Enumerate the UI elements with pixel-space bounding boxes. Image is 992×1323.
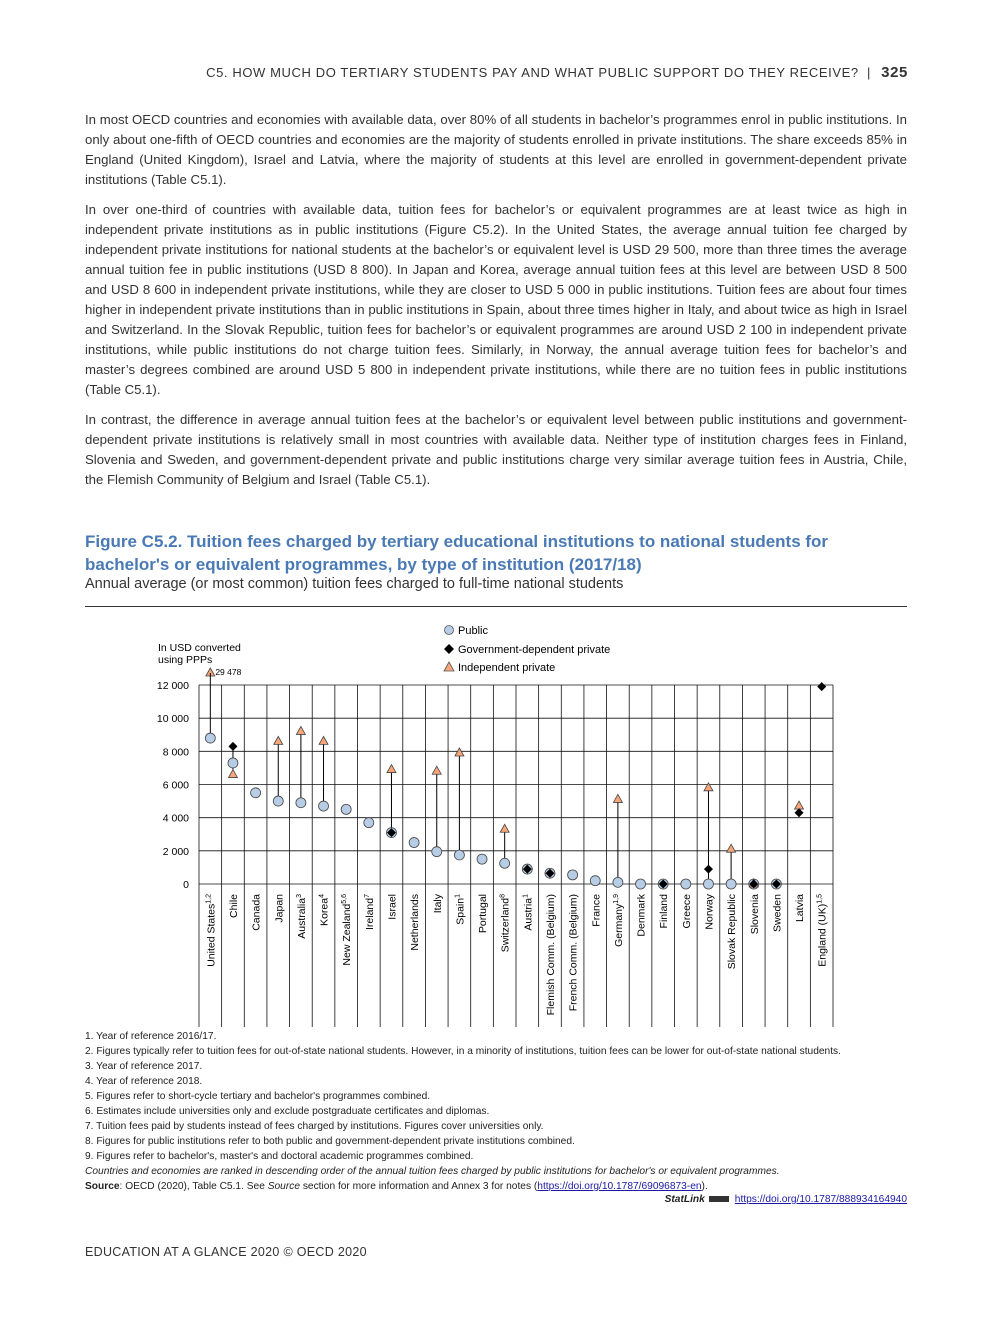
x-tick-label: United States$^{1,2}$ bbox=[205, 894, 218, 967]
y-axis-label-line2: using PPPs bbox=[158, 654, 213, 666]
note: 7. Tuition fees paid by students instead of fees charged by institutions. Figures cover universities only. bbox=[85, 1121, 544, 1132]
x-tick-label: Japan bbox=[273, 894, 286, 923]
public-point bbox=[273, 796, 283, 806]
figure-notes bbox=[85, 1029, 907, 1194]
note: 4. Year of reference 2018. bbox=[85, 1076, 203, 1087]
note: 5. Figures refer to short-cycle tertiary and bachelor's programmes combined. bbox=[85, 1091, 431, 1102]
x-tick-label: England (UK)$^{1,5}$ bbox=[816, 894, 829, 967]
gov-dependent-private-point bbox=[817, 682, 826, 691]
public-point bbox=[636, 879, 646, 889]
legend-public-label: Public bbox=[458, 625, 488, 637]
public-point bbox=[568, 870, 578, 880]
note: 2. Figures typically refer to tuition fees for out-of-state national students. However, in a minority of institutions, tuition fees can be lower for out-of-state national students. bbox=[85, 1046, 841, 1057]
gov-dependent-private-point bbox=[228, 742, 237, 751]
note: 9. Figures refer to bachelor's, master's and doctoral academic programmes combined. bbox=[85, 1151, 474, 1162]
x-tick-label: Spain$^1$ bbox=[454, 894, 467, 925]
x-tick-label: Netherlands bbox=[409, 894, 422, 951]
independent-private-point bbox=[387, 765, 396, 773]
running-header bbox=[84, 64, 908, 81]
y-tick-label: 10 000 bbox=[156, 713, 189, 726]
independent-private-point bbox=[228, 770, 237, 778]
x-tick-label: Norway bbox=[703, 894, 716, 930]
x-tick-label: France bbox=[590, 894, 603, 927]
page-footer: EDUCATION AT A GLANCE 2020 © OECD 2020 bbox=[85, 1245, 367, 1259]
gov-dependent-private-point bbox=[704, 865, 713, 874]
independent-private-point bbox=[274, 736, 283, 744]
figure-subtitle: Annual average (or most common) tuition fees charged to full-time national students bbox=[85, 576, 624, 592]
independent-private-point bbox=[432, 766, 441, 774]
x-tick-label: Slovak Republic bbox=[726, 894, 739, 970]
data-label: 29 478 bbox=[215, 667, 242, 677]
legend-gov-icon bbox=[444, 644, 454, 654]
y-tick-label: 6 000 bbox=[162, 779, 189, 792]
source-label: Source bbox=[85, 1181, 120, 1192]
x-tick-label: Germany$^{1,9}$ bbox=[612, 894, 625, 947]
public-point bbox=[703, 879, 713, 889]
public-point bbox=[613, 877, 623, 887]
y-tick-label: 8 000 bbox=[162, 746, 189, 759]
page-number: 325 bbox=[881, 64, 908, 81]
y-tick-label: 12 000 bbox=[156, 680, 189, 692]
independent-private-point bbox=[613, 794, 622, 802]
public-point bbox=[454, 850, 464, 860]
x-tick-label: Flemish Comm. (Belgium) bbox=[544, 894, 557, 1016]
x-tick-label: Australia$^3$ bbox=[295, 894, 308, 939]
chart-legend bbox=[444, 625, 610, 674]
x-tick-label: Korea$^4$ bbox=[318, 894, 331, 926]
x-tick-label: French Comm. (Belgium) bbox=[567, 894, 580, 1012]
x-tick-label: New Zealand$^{5,6}$ bbox=[341, 894, 354, 966]
independent-private-point bbox=[795, 801, 804, 809]
public-point bbox=[364, 818, 374, 828]
source-close: ). bbox=[701, 1181, 708, 1192]
note: 3. Year of reference 2017. bbox=[85, 1061, 203, 1072]
legend-public-icon bbox=[445, 626, 454, 635]
source-link[interactable]: https://doi.org/10.1787/69096873-en bbox=[537, 1181, 702, 1192]
tuition-fees-chart bbox=[85, 610, 907, 1030]
x-tick-label: Switzerland$^8$ bbox=[499, 894, 512, 953]
independent-private-point bbox=[727, 844, 736, 852]
public-point bbox=[590, 876, 600, 886]
x-tick-label: Israel bbox=[386, 894, 399, 920]
x-tick-label: Canada bbox=[250, 894, 263, 931]
independent-private-point bbox=[296, 726, 305, 734]
note: 8. Figures for public institutions refer to both public and government-dependent private institutions combined. bbox=[85, 1136, 575, 1147]
header-separator: | bbox=[866, 65, 871, 80]
source-text-after: section for more information and Annex 3 for notes ( bbox=[300, 1181, 538, 1192]
body-text bbox=[85, 110, 907, 500]
statlink-logo-icon bbox=[709, 1196, 729, 1202]
public-point bbox=[432, 847, 442, 857]
figure-divider bbox=[85, 606, 907, 607]
x-tick-label: Sweden bbox=[771, 894, 784, 932]
x-tick-label: Denmark bbox=[635, 894, 648, 937]
x-tick-label: Chile bbox=[227, 894, 240, 918]
legend-gov-label: Government-dependent private bbox=[458, 644, 611, 656]
statlink-brand: StatLink bbox=[664, 1194, 705, 1205]
public-point bbox=[477, 854, 487, 864]
independent-private-point bbox=[455, 748, 464, 756]
independent-private-point bbox=[500, 824, 509, 832]
independent-private-point bbox=[704, 783, 713, 791]
public-point bbox=[409, 838, 419, 848]
public-point bbox=[500, 858, 510, 868]
y-axis-label-line1: In USD converted bbox=[158, 642, 241, 654]
statlink bbox=[85, 1194, 907, 1205]
x-tick-label: Austria$^1$ bbox=[522, 894, 535, 931]
independent-private-point bbox=[319, 736, 328, 744]
public-point bbox=[681, 879, 691, 889]
x-tick-label: Slovenia bbox=[748, 894, 761, 935]
x-tick-label: Greece bbox=[680, 894, 693, 929]
note: 6. Estimates include universities only and exclude postgraduate certificates and diplomas. bbox=[85, 1106, 490, 1117]
x-tick-label: Portugal bbox=[477, 894, 490, 934]
public-point bbox=[205, 733, 215, 743]
gov-dependent-private-point bbox=[795, 808, 804, 817]
figure-title: Figure C5.2. Tuition fees charged by tertiary educational institutions to national students for bachelor's or equivalent programmes, by type of institution (2017/18) bbox=[85, 532, 829, 574]
statlink-link[interactable]: https://doi.org/10.1787/888934164940 bbox=[734, 1194, 907, 1205]
x-tick-label: Finland bbox=[658, 894, 671, 929]
legend-ind-icon bbox=[444, 662, 454, 671]
public-point bbox=[726, 879, 736, 889]
paragraph: In over one-third of countries with available data, tuition fees for bachelor’s or equivalent programmes are at least twice as high in independent private institutions as in public institutions (Figure C5.2). In the United States, the average annual tuition fee charged by independent private institutions for national students at the bachelor’s or equivalent level is USD 29 500, more than three times the average annual tuition fee in public institutions (USD 8 800). In Japan and Korea, average annual tuition fees at this level are between USD 8 500 and USD 8 600 in independent private institutions, while they are closer to USD 5 000 in public institutions. Tuition fees are about four times higher in independent private institutions than in public institutions in Spain, about three times higher in Italy, and about twice as high in Israel and Switzerland. In the Slovak Republic, tuition fees for bachelor’s or equivalent programmes are around USD 2 100 in independent private institutions, while public institutions do not charge tuition fees. Similarly, in Norway, the annual average tuition fees for bachelor’s and master’s degrees combined are around USD 5 800 in independent private institutions, while there are no tuition fees in public institutions (Table C5.1). bbox=[85, 202, 907, 397]
paragraph: In most OECD countries and economies with available data, over 80% of all students in bachelor’s programmes enrol in public institutions. In only about one-fifth of OECD countries and economies are the majority of students enrolled in private institutions. The share exceeds 85% in England (United Kingdom), Israel and Latvia, where the majority of students at this level are enrolled in government-dependent private institutions (Table C5.1). bbox=[85, 112, 907, 187]
source-text-before: : OECD (2020), Table C5.1. See bbox=[119, 1181, 268, 1192]
paragraph: In contrast, the difference in average annual tuition fees at the bachelor’s or equivalent level between public institutions and government-dependent private institutions is relatively small in most countries with available data. Neither type of institution charges fees in Finland, Slovenia and Sweden, and government-dependent private and public institutions charge very similar average tuition fees in Austria, Chile, the Flemish Community of Belgium and Israel (Table C5.1). bbox=[85, 412, 907, 487]
public-point bbox=[251, 788, 261, 798]
public-point bbox=[319, 801, 329, 811]
public-point bbox=[228, 758, 238, 768]
x-tick-label: Latvia bbox=[794, 894, 807, 923]
legend-ind-label: Independent private bbox=[458, 662, 556, 674]
running-title: C5. HOW MUCH DO TERTIARY STUDENTS PAY AND WHAT PUBLIC SUPPORT DO THEY RECEIVE? bbox=[206, 65, 859, 80]
y-tick-label: 2 000 bbox=[162, 845, 189, 858]
public-point bbox=[296, 798, 306, 808]
ranking-note: Countries and economies are ranked in descending order of the annual tuition fees charged by public institutions for bachelor's or equivalent programmes. bbox=[85, 1166, 780, 1177]
y-tick-label: 4 000 bbox=[162, 812, 189, 825]
source-word: Source bbox=[267, 1181, 300, 1192]
public-point bbox=[341, 804, 351, 814]
x-tick-label: Ireland$^7$ bbox=[363, 894, 376, 931]
y-tick-label: 0 bbox=[183, 879, 189, 891]
x-tick-label: Italy bbox=[431, 894, 444, 914]
note: 1. Year of reference 2016/17. bbox=[85, 1031, 217, 1042]
source-line bbox=[85, 1179, 907, 1194]
